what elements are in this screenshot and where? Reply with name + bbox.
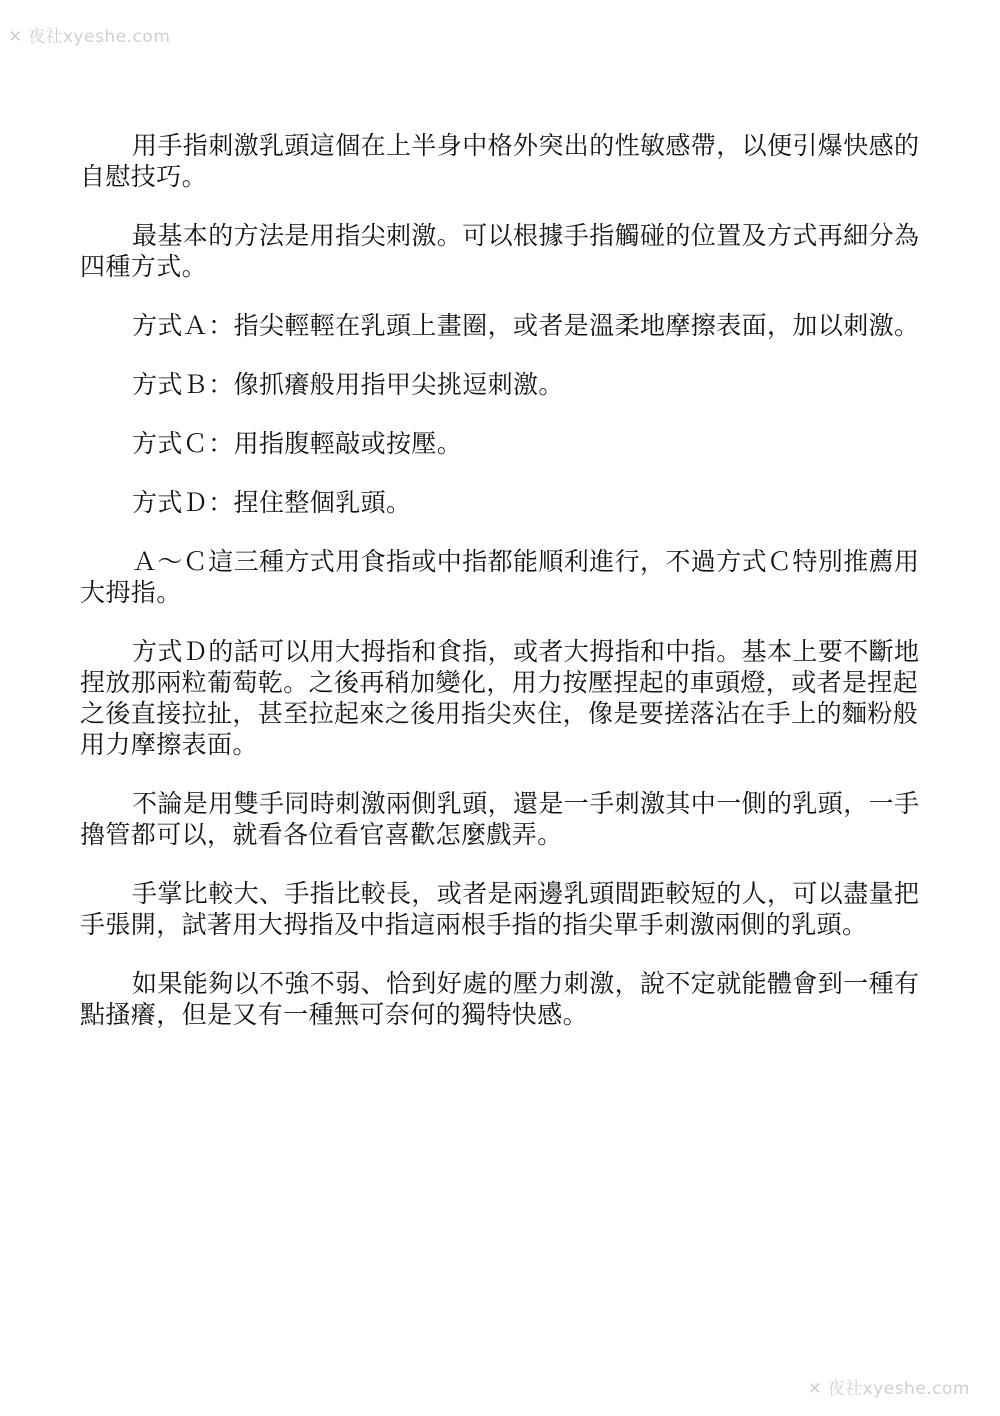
watermark-text: 夜社xyeshe.com — [827, 1379, 970, 1399]
document-body — [80, 130, 920, 1058]
paragraph-5: 方式Ｃ：用指腹輕敲或按壓。 — [132, 429, 463, 458]
paragraph-9: 不論是用雙手同時刺激兩側乳頭，還是一手刺激其中一側的乳頭，一手擼管都可以，就看各位看官喜歡怎麼戲弄。 — [80, 789, 920, 849]
watermark-top — [8, 22, 170, 47]
paragraph-7: Ａ～Ｃ這三種方式用食指或中指都能順利進行，不過方式Ｃ特別推薦用大拇指。 — [80, 547, 920, 607]
paragraph-6: 方式Ｄ：捏住整個乳頭。 — [132, 488, 412, 517]
paragraph-2: 最基本的方法是用指尖刺激。可以根據手指觸碰的位置及方式再細分為四種方式。 — [80, 221, 920, 281]
paragraph-10: 手掌比較大、手指比較長，或者是兩邊乳頭間距較短的人，可以盡量把手張開，試著用大拇指及中指這兩根手指的指尖單手刺激兩側的乳頭。 — [80, 879, 920, 939]
watermark-logo-icon: ✕ — [807, 1379, 823, 1399]
paragraph-4: 方式Ｂ：像抓癢般用指甲尖挑逗刺激。 — [132, 370, 564, 399]
watermark-text: 夜社xyeshe.com — [28, 27, 171, 47]
watermark-bottom — [808, 1374, 970, 1399]
paragraph-1: 用手指刺激乳頭這個在上半身中格外突出的性敏感帶，以便引爆快感的自慰技巧。 — [80, 131, 920, 191]
paragraph-8: 方式Ｄ的話可以用大拇指和食指，或者大拇指和中指。基本上要不斷地捏放那兩粒葡萄乾。之後再稍加變化，用力按壓捏起的車頭燈，或者是捏起之後直接拉扯，甚至拉起來之後用指尖夾住，像是要搓落沾在手上的麵粉般用力摩擦表面。 — [80, 637, 920, 759]
paragraph-3: 方式Ａ：指尖輕輕在乳頭上畫圈，或者是溫柔地摩擦表面，加以刺激。 — [132, 311, 920, 340]
paragraph-11: 如果能夠以不強不弱、恰到好處的壓力刺激，說不定就能體會到一種有點搔癢，但是又有一種無可奈何的獨特快感。 — [80, 969, 920, 1029]
watermark-logo-icon: ✕ — [8, 27, 23, 47]
